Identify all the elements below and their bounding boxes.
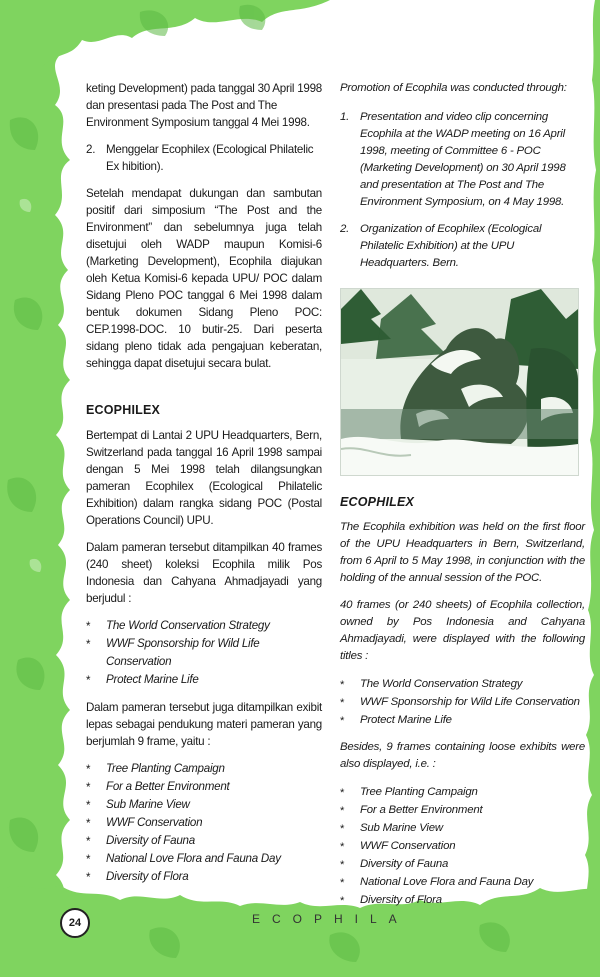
list-item: * National Love Flora and Fauna Day [86, 850, 322, 868]
left-fragment: keting Development) pada tanggal 30 April 1998 dan presentasi pada The Post and The Environment Symposium tanggal 4 Mei 1998. [86, 82, 323, 129]
bullet-symbol: * [86, 835, 91, 848]
list-item: * Diversity of Fauna [86, 832, 322, 850]
list-number: 2. [340, 223, 350, 235]
list-item: * The World Conservation Strategy [340, 675, 585, 693]
list-item: * Protect Marine Life [340, 711, 585, 729]
bullet-symbol: * [340, 787, 345, 799]
left-exhibits-list [86, 760, 322, 886]
left-paragraph-2: Bertempat di Lantai 2 UPU Headquarters, Bern, Switzerland pada tanggal 16 April 1998 sampai dengan 5 Mei 1998 telah dilangsungkan pameran Ecophilex (Ecological Philatelic Exhibition) dalam rangka sidang POC (Postal Operations Council) UPU. [86, 429, 322, 527]
bullet-symbol: * [340, 877, 345, 889]
right-paragraph-2: 40 frames (or 240 sheets) of Ecophila collection, owned by Pos Indonesia and Cahyana Ahmadjayadi, were displayed with the following titles : [340, 599, 585, 662]
right-titles-list [340, 675, 585, 729]
list-item: * WWF Sponsorship for Wild Life Conservation [340, 693, 585, 711]
running-footer-title: ECOPHILA [252, 912, 409, 926]
list-item: * Diversity of Fauna [340, 855, 585, 873]
bullet-symbol: * [86, 817, 91, 830]
right-intro: Promotion of Ecophila was conducted through: [340, 82, 567, 94]
bullet-symbol: * [340, 841, 345, 853]
list-text: Menggelar Ecophilex (Ecological Philatelic Ex hibition). [106, 143, 314, 173]
bullet-symbol: * [86, 763, 91, 776]
bullet-symbol: * [340, 895, 345, 907]
right-paragraph-1: The Ecophila exhibition was held on the first floor of the UPU Headquarters in Bern, Switzerland, from 6 April to 5 May 1998, in conjunction with the holding of the annual session of the POC. [340, 521, 585, 584]
bullet-symbol: * [340, 823, 345, 835]
list-item: * Protect Marine Life [86, 671, 322, 689]
bullet-symbol: * [86, 638, 91, 651]
right-list-item-2 [340, 221, 585, 272]
right-column [340, 80, 585, 919]
bullet-symbol: * [86, 674, 91, 687]
list-item: * Diversity of Flora [86, 868, 322, 886]
bullet-symbol: * [340, 697, 345, 709]
list-text: Presentation and video clip concerning Ecophila at the WADP meeting on 16 April 1998, meeting of Committee 6 - POC (Marketing Development) on 30 April 1998 and presentation at The Post and The Environment Symposium, on 4 May 1998. [360, 111, 566, 208]
list-item: * WWF Conservation [340, 837, 585, 855]
page-number: 24 [60, 908, 90, 938]
bullet-symbol: * [340, 805, 345, 817]
bullet-symbol: * [340, 859, 345, 871]
bullet-symbol: * [86, 799, 91, 812]
left-paragraph-4: Dalam pameran tersebut juga ditampilkan exibit lepas sebagai pendukung materi pameran yang berjumlah 9 frame, yaitu : [86, 701, 322, 748]
right-numbered-list [340, 109, 585, 272]
right-exhibits-list [340, 783, 585, 909]
bullet-symbol: * [86, 853, 91, 866]
list-item: * Diversity of Flora [340, 891, 585, 909]
bullet-symbol: * [86, 871, 91, 884]
bullet-symbol: * [340, 679, 345, 691]
bullet-symbol: * [86, 620, 91, 633]
list-number: 1. [340, 111, 350, 123]
list-item: * WWF Sponsorship for Wild Life Conservation [86, 637, 260, 668]
list-item: * Sub Marine View [86, 796, 322, 814]
list-item: * Tree Planting Campaign [340, 783, 585, 801]
list-number: 2. [86, 143, 96, 156]
list-text: Organization of Ecophilex (Ecological Philatelic Exhibition) at the UPU Headquarters. Bern. [360, 223, 542, 269]
right-list-item-1 [340, 109, 585, 211]
left-heading: ECOPHILEX [86, 403, 161, 417]
list-item: * Tree Planting Campaign [86, 760, 322, 778]
right-paragraph-3: Besides, 9 frames containing loose exhibits were also displayed, i.e. : [340, 741, 585, 770]
list-item: * National Love Flora and Fauna Day [340, 873, 585, 891]
list-item: * WWF Conservation [86, 814, 322, 832]
list-item: * Sub Marine View [340, 819, 585, 837]
snow-garden-photo [340, 288, 579, 476]
left-paragraph-3: Dalam pameran tersebut ditampilkan 40 frames (240 sheet) koleksi Ecophila milik Pos Indonesia dan Cahyana Ahmadjayadi yang berjudul : [86, 541, 322, 605]
list-item: * For a Better Environment [340, 801, 585, 819]
left-numbered-list [86, 141, 322, 175]
list-item: * For a Better Environment [86, 778, 322, 796]
right-heading: ECOPHILEX [340, 495, 415, 509]
left-list-item-2 [86, 141, 322, 175]
bullet-symbol: * [340, 715, 345, 727]
bullet-symbol: * [86, 781, 91, 794]
left-column [86, 80, 322, 896]
left-paragraph-1: Setelah mendapat dukungan dan sambutan positif dari simposium “The Post and the Environment” dan sebelumnya juga telah disetujui oleh WADP maupun Komisi-6 (Marketing Development), Ecophila diajukan oleh Ketua Komisi-6 kepada UPU/ POC dalam Sidang Pleno POC tanggal 6 Mei 1998 dalam bentuk dokumen Sidang Pleno POC: CEP.1998-DOC. 10 butir-25. Dari peserta sidang pleno tidak ada pengajuan keberatan, sehingga dapat disetujui secara bulat. [86, 187, 322, 370]
snow-garden-illustration [341, 289, 578, 475]
list-item: * The World Conservation Strategy [86, 617, 322, 635]
left-titles-list [86, 617, 322, 689]
